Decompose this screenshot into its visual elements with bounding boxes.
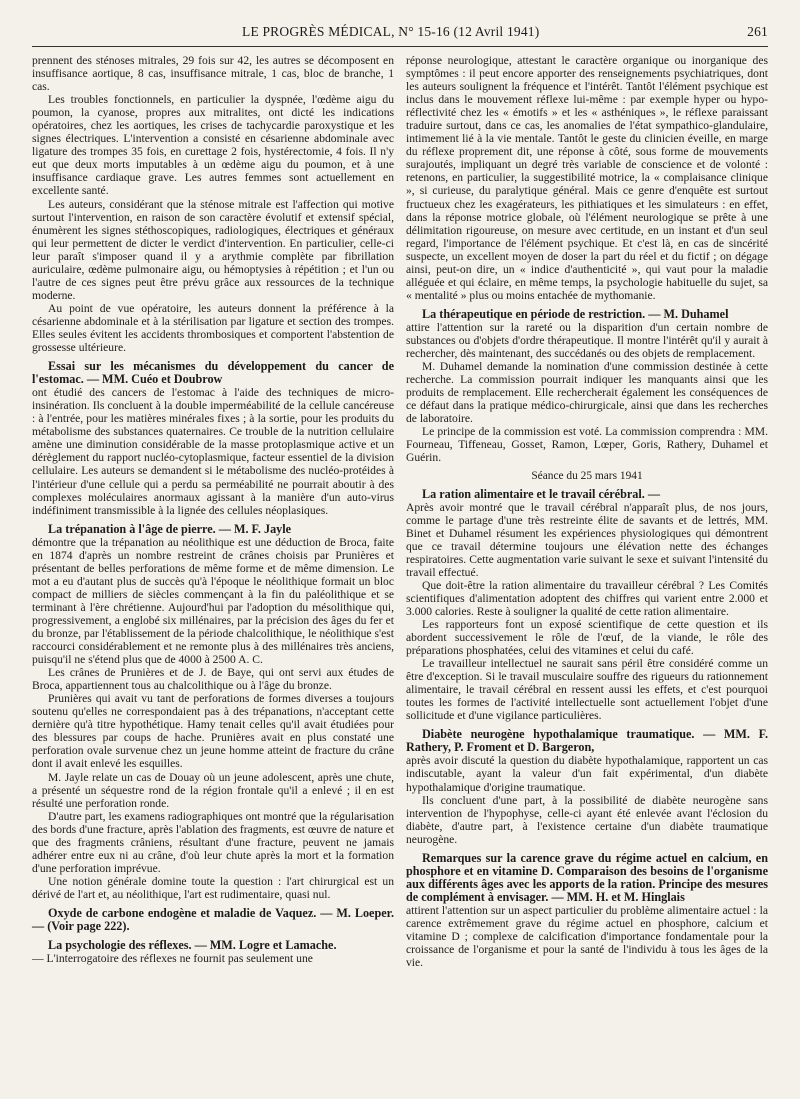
paragraph: D'autre part, les examens radiographiques ont montré que la régularisation des bords d'une fracture, après l'ablation des fragments, est œuvre de nature et que des fragments crâniens, résultant d'une fracture, peuvent ne jamais adhérer entre eux ni au crâne, d'où leur chute après la mort et la formation d'une perforation imprévue. [32,809,394,875]
paragraph: Les rapporteurs font un exposé scientifique de cette question et ils abordent successivement le rôle de l'œuf, de la viande, le rôle des préparations phosphatées, celui des vitamines et celui du café. [406,617,768,658]
running-header [32,24,768,46]
paragraph: Prunières qui avait vu tant de perforations de formes diverses a toujours soutenu qu'elles ne correspondaient pas à des trépanations, n'acceptant cette dernière qu'à titre hypothétique. Hamy tenait celles qu'il avait étudiées pour des blessures par coups de hache. Prunières avait en plus constaté une perforation ovale survenue chez un jeune homme atteint de fracture du crâne dont il avait enlevé les esquilles. [32,692,394,771]
paragraph: Ils concluent d'une part, à la possibilité de diabète neurogène sans intervention de l'hypophyse, celle-ci ayant été enlevée avant l'éclosion du diabète, d'autre part, à l'existence certaine d'un diabète traumatique neurogène. [406,793,768,846]
paragraph: après avoir discuté la question du diabète hypothalamique, rapportent un cas indiscutable, ayant la valeur d'un fait expérimental, d'un diabète hypothalamique d'origine traumatique. [406,754,768,794]
paragraph: Que doit-être la ration alimentaire du travailleur cérébral ? Les Comités scientifiques d'alimentation adoptent des chiffres qui varient entre 2.000 et 3.000 calories. Reste à souligner la qualité de cette ration alimentaire. [406,578,768,618]
paragraph: M. Duhamel demande la nomination d'une commission destinée à cette recherche. La commission pourrait indiquer les manquants ainsi que les produits de remplacement. Elle rechercherait également les conséquences de ce défaut dans la pratique médico-chirurgicale, ainsi que dans les recherches de laboratoire. [406,360,768,426]
paragraph: ont étudié des cancers de l'estomac à l'aide des techniques de micro-insinération. Ils concluent à la double imperméabilité de la cellule cancéreuse : à l'entrée, pour les matières minérales fixes ; à la sortie, pour les produits du métabolisme des substances quaternaires. Ce trouble de la nutrition cellulaire amène une diminution considérable de la masse protoplasmique active et un dérèglement du rapport nucléo-cytoplasmique, facteur essentiel de la division cellulaire. Les auteurs se demandent si le métabolisme des nucléo-protéides à l'intérieur d'une cellule qui a perdu sa perméabilité ne pourrait aboutir à des complexes moléculaires anormaux agissant à la manière d'un auto-virus indéfiniment transmissible à la lignée des cellules néoplasiques. [32,386,394,517]
paragraph: Les auteurs, considérant que la sténose mitrale est l'affection qui motive surtout l'intervention, en raison de son caractère évolutif et extensif spécial, énumèrent les signes stéthoscopiques, radiologiques, électriques et généraux qui leur permettent de dicter le verdict d'intervention. En particulier, celle-ci leur paraît s'imposer quand il y a arythmie complète par fibrillation auriculaire, œdème pulmonaire aigu, ou hémoptysies à répétition ; et l'un ou l'autre de ces signes peut être prévu grâce aux ressources de la technique moderne. [32,197,394,302]
page-number: 261 [747,24,768,39]
section-heading: La trépanation à l'âge de pierre. — M. F. Jayle [48,521,292,536]
paragraph: M. Jayle relate un cas de Douay où un jeune adolescent, après une chute, a présenté un séquestre rond de la région frontale qu'il a enlevé ; il en est résulté une perforation ronde. [32,770,394,810]
paragraph: Après avoir montré que le travail cérébral n'apparaît plus, de nos jours, comme le partage d'une très restreinte élite de savants et de lettrés, MM. Binet et Duhamel résument les expériences physiologiques qui démontrent que ce travail détermine toujours une élévation nette des échanges respiratoires. Cette augmentation varie suivant le sexe et suivant l'intensité du travail effectué. [406,500,768,579]
section-heading: La thérapeutique en période de restriction. — M. Duhamel [422,306,729,321]
section-heading: Essai sur les mécanismes du développement du cancer de l'estomac. — MM. Cuéo et Doubrow [32,359,394,387]
paragraph: démontre que la trépanation au néolithique est une déduction de Broca, faite en 1874 d'après un nombre restreint de crânes choisis par Prunières et présentant de belles perforations de même forme et de même dimension. Le mot a eu d'autant plus de succès qu'à l'époque le néolithique formait un bloc compact de milliers de siècles commençant à la fin du paléolithique et se terminant à l'ère chrétienne. Aujourd'hui par l'adoption du mésolithique qui, progressivement, a englobé six millénaires, par la précision des âges du fer et du bronze, par l'établissement de la période chalcolithique, le néolithique s'est raccourci considérablement et ne remonte plus à des millénaires très anciens, puisqu'il ne s'étend plus que de 4000 à 2500 A. C. [32,535,394,667]
paragraph: attire l'attention sur la rareté ou la disparition d'un certain nombre de substances ou d'objets d'ordre thérapeutique. Il montre l'intérêt qu'il y aurait à rechercher, dès maintenant, des succédanés ou des objets de remplacement. [406,320,768,361]
section-heading: La psychologie des réflexes. — MM. Logre et Lamache. [48,938,337,953]
header-rule [32,46,768,47]
paragraph: prennent des sténoses mitrales, 29 fois sur 42, les autres se décomposent en insuffisance aortique, 8 cas, insuffisance mitrale, 1 cas, bloc de branche, 1 cas. [32,54,394,94]
right-column [406,54,768,969]
session-date: Séance du 25 mars 1941 [531,470,643,483]
section-heading: Diabète neurogène hypothalamique traumatique. — MM. F. Rathery, P. Froment et D. Bargeron, [406,727,768,755]
section-heading: Oxyde de carbone endogène et maladie de Vaquez. — M. Loeper. — (Voir page 222). [32,906,394,934]
left-column [32,54,394,965]
section-heading: La ration alimentaire et le travail cérébral. — [422,486,661,501]
paragraph: — L'interrogatoire des réflexes ne fournit pas seulement une [32,952,313,966]
paragraph: Les troubles fonctionnels, en particulier la dyspnée, l'œdème aigu du poumon, la cyanose, propres aux mitralites, ont dicté les indications opératoires, chez les aortiques, les crises de tachycardie paroxystique et les signes électriques. L'intervention a consisté en césarienne abdominale avec ligature des trompes 35 fois, en curettage 2 fois, hystérectomie, 4 fois. Il n'y eut que deux morts imputables à un œdème aigu du poumon, et à une insuffisance cardiaque grave. Les autres femmes sont actuellement en excellente santé. [32,93,394,198]
paragraph: Le travailleur intellectuel ne saurait sans péril être considéré comme un être d'exception. Si le travail musculaire souffre des rigueurs du rationnement alimentaire, le travail cérébral en ressent aussi les effets, et c'est pourquoi toutes les formes de l'activité intellectuelle sont actuellement l'objet d'une sollicitude et d'une vigilance particulières. [406,657,768,723]
section-heading: Remarques sur la carence grave du régime actuel en calcium, en phosphore et en vitamine D. Comparaison des besoins de l'organisme aux différents âges avec les apports de la ration. Principe des mesures de complément à envisager. — MM. H. et M. Hinglais [406,850,768,904]
paragraph: Au point de vue opératoire, les auteurs donnent la préférence à la césarienne abdominale et à la stérilisation par ligature et section des trompes. Elles seules évitent les accidents thrombosiques et comportent l'abstention de grossesse ultérieure. [32,301,394,355]
paragraph: réponse neurologique, attestant le caractère organique ou inorganique des symptômes : il peut encore apporter des renseignements psychiatriques, dont les auteurs soulignent la fréquence et l'intérêt. Tantôt l'élément psychique est inclus dans le mouvement réflexe lui-même : par exemple hyper ou hypo-réflectivité chez les « émotifs » et les « asthéniques », le réflexe paraissant traduire surtout, dans ce cas, les anomalies de l'état sympathico-glandulaire, intimement lié à la vie mentale. Tantôt le geste du clinicien éveille, en marge du réflexe proprement dit, une réponse à côté, sous forme de mouvements surajoutés, impliquant un degré très variable de conscience et de volonté : retenons, en particulier, la suggestibilité motrice, la « complaisance clinique », si curieuse, du paralytique général. Mais ce genre d'enquête est surtout fructueux chez les exagérateurs, les pithiatiques et les simulateurs : en effet, dans la réponse motrice globale, où l'élément neurologique se prête à une délimitation rigoureuse, on mesure avec certitude, en un instant et d'un seul regard, l'importance de l'élément psychique. Et c'est là, en cas de sincérité suspecte, un excellent moyen de doser la part du réel et du fictif ; on dégage ainsi, peut-on dire, un « indice d'authenticité », qui vaut pour la maladie alléguée et qui éclaire, en même temps, la psychologie habituelle du sujet, sa « mentalité » plus ou moins entachée de mythomanie. [406,54,768,302]
journal-title: LE PROGRÈS MÉDICAL, N° 15-16 (12 Avril 1941) [242,24,540,39]
paragraph: attirent l'attention sur un aspect particulier du problème alimentaire actuel : la carence extrêmement grave du régime actuel en phosphore, calcium et vitamine D ; complexe de calcification d'importance fondamentale pour la croissance de l'organisme et pour la santé de l'individu à tous les âges de la vie. [406,903,768,970]
paragraph: Une notion générale domine toute la question : l'art chirurgical est un dérivé de l'art et, au néolithique, l'art est rudimentaire, quasi nul. [32,874,394,901]
paragraph: Les crânes de Prunières et de J. de Baye, qui ont servi aux études de Broca, appartiennent tous au chalcolithique ou à l'âge du bronze. [32,666,394,693]
paragraph: Le principe de la commission est voté. La commission comprendra : MM. Fourneau, Tiffeneau, Gosset, Ramon, Lœper, Goris, Rathery, Duhamel et Guérin. [406,425,768,465]
